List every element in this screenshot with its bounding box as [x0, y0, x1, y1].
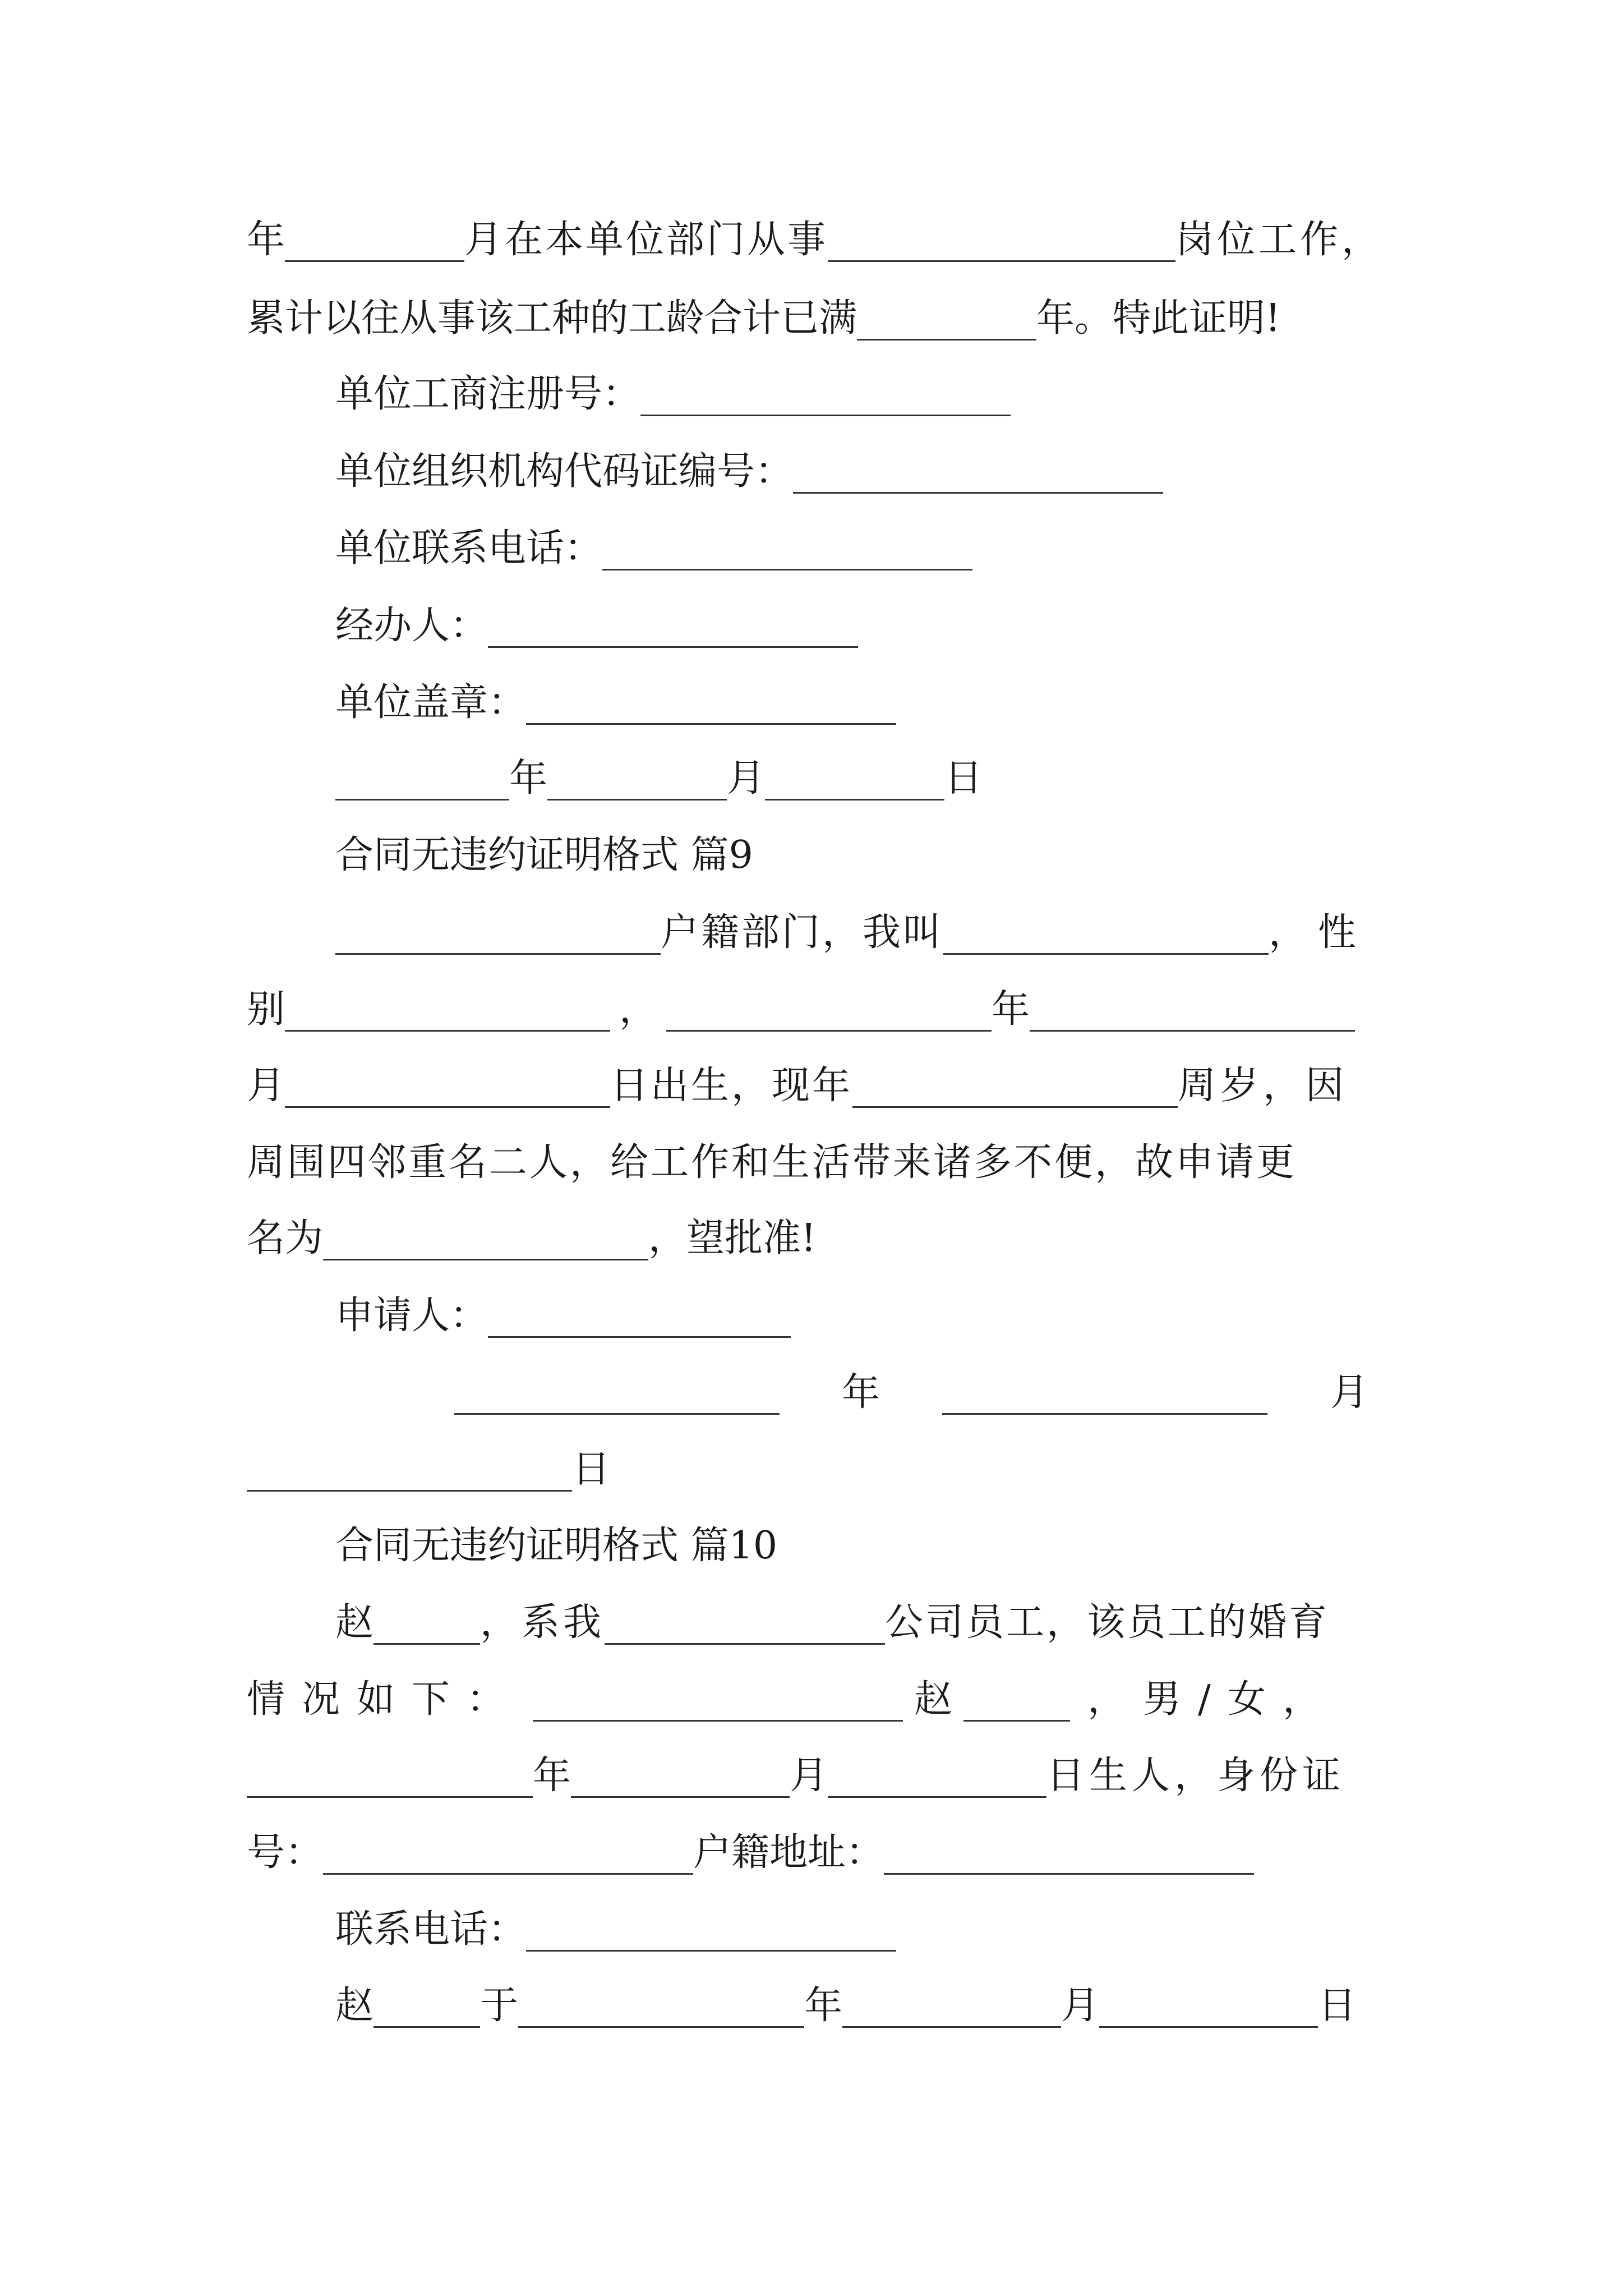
month-field[interactable]	[571, 1760, 790, 1798]
text: ，	[619, 987, 658, 1032]
text: 情况如下：	[247, 1677, 522, 1722]
text-line	[247, 1136, 1297, 1190]
text-line	[335, 1596, 1329, 1650]
section-title-text: 合同无违约证明格式 篇9	[335, 833, 753, 877]
year-field[interactable]	[666, 993, 992, 1032]
day-field[interactable]	[1099, 1990, 1318, 2028]
unit-phone-row	[335, 522, 972, 576]
name-field[interactable]	[943, 917, 1269, 955]
text-line	[247, 1826, 1254, 1880]
text: 赵	[914, 1677, 953, 1722]
section-title	[335, 1519, 777, 1573]
seal-field[interactable]	[526, 687, 896, 725]
text: 年	[841, 1370, 880, 1415]
text: 年	[992, 987, 1030, 1032]
age-field[interactable]	[852, 1070, 1178, 1108]
text-line	[247, 983, 1355, 1037]
month-field[interactable]	[842, 1990, 1061, 2028]
text: 日生人，身份证	[1046, 1754, 1345, 1798]
handler-row	[335, 599, 858, 653]
unit-phone-field[interactable]	[602, 532, 972, 570]
text: 年	[804, 1984, 843, 2028]
org-code-row	[335, 445, 1163, 499]
text: ，系我	[480, 1600, 605, 1645]
year-field[interactable]	[247, 1760, 533, 1798]
text: 岗位工作，	[1175, 218, 1384, 262]
text: 周岁，因	[1178, 1064, 1349, 1108]
text-line	[247, 1212, 816, 1266]
field-label: 单位工商注册号：	[335, 372, 641, 416]
field-label: 经办人：	[335, 604, 488, 648]
text-line	[247, 292, 1280, 346]
applicant-row	[335, 1289, 791, 1343]
day-field[interactable]	[765, 762, 944, 800]
id-number-field[interactable]	[323, 1837, 693, 1875]
text: 年。特此证明!	[1036, 296, 1281, 341]
field-label: 申请人：	[335, 1294, 488, 1338]
date-row	[454, 1366, 1368, 1420]
year-field[interactable]	[454, 1377, 780, 1415]
blank-field[interactable]	[857, 302, 1036, 341]
text: 日	[1318, 1984, 1357, 2028]
year-field[interactable]	[335, 762, 509, 800]
text: 月	[1330, 1370, 1368, 1415]
section-title	[335, 829, 753, 882]
blank-field[interactable]	[533, 1683, 903, 1722]
day-field[interactable]	[285, 1070, 610, 1108]
text: 月	[790, 1754, 828, 1798]
text: 周围四邻重名二人，给工作和生活带来诸多不便，故申请更	[247, 1140, 1297, 1185]
text: 年	[533, 1754, 571, 1798]
text: 日	[944, 756, 983, 800]
blank-field[interactable]	[285, 224, 464, 262]
text: 年	[509, 756, 548, 800]
text: 别	[247, 987, 285, 1032]
date-row	[335, 752, 983, 806]
text: ，	[1087, 1677, 1126, 1722]
text-line	[335, 906, 1367, 960]
text: 于	[480, 1984, 519, 2028]
text: 户籍地址：	[693, 1830, 884, 1875]
gender-field[interactable]	[285, 993, 610, 1032]
text: 日	[572, 1447, 611, 1492]
field-label: 单位联系电话：	[335, 526, 603, 570]
text: 公司员工，该员工的婚育	[885, 1600, 1330, 1645]
blank-field[interactable]	[963, 1683, 1070, 1722]
date-row	[247, 1443, 610, 1497]
blank-field[interactable]	[335, 917, 661, 955]
text-line	[335, 1979, 1356, 2033]
text: 月	[1061, 1984, 1100, 2028]
text: 月	[247, 1064, 285, 1108]
org-code-field[interactable]	[793, 455, 1163, 494]
registration-number-row	[335, 367, 1011, 421]
company-field[interactable]	[605, 1607, 885, 1645]
phone-row	[335, 1903, 896, 1957]
field-label: 单位盖章：	[335, 680, 527, 725]
seal-row	[335, 676, 896, 730]
new-name-field[interactable]	[323, 1222, 648, 1260]
year-field[interactable]	[518, 1990, 804, 2028]
month-field[interactable]	[942, 1377, 1267, 1415]
name-field[interactable]	[374, 1990, 480, 2028]
text: 赵	[335, 1600, 374, 1645]
section-title-text: 合同无违约证明格式 篇10	[335, 1524, 778, 1568]
field-label: 单位组织机构代码证编号：	[335, 449, 794, 494]
text-line	[247, 213, 1383, 267]
registration-number-field[interactable]	[640, 378, 1011, 416]
text: 男/女，	[1143, 1677, 1338, 1722]
text: 号：	[247, 1830, 324, 1875]
name-field[interactable]	[374, 1607, 480, 1645]
text-line	[247, 1059, 1348, 1113]
blank-field[interactable]	[828, 224, 1175, 262]
text: ，性	[1269, 910, 1368, 955]
text: 月在本单位部门从事	[464, 218, 828, 262]
month-field[interactable]	[547, 762, 727, 800]
text: 累计以往从事该工种的工龄合计已满	[247, 296, 857, 341]
text-line	[247, 1673, 1338, 1727]
text: ，望批准!	[648, 1216, 817, 1260]
text: 日出生，现年	[610, 1064, 853, 1108]
text: 户籍部门，我叫	[661, 910, 944, 955]
day-field[interactable]	[247, 1453, 572, 1492]
day-field[interactable]	[828, 1760, 1046, 1798]
text-line	[247, 1749, 1345, 1803]
text: 赵	[335, 1984, 374, 2028]
field-label: 联系电话：	[335, 1907, 527, 1952]
text: 月	[727, 756, 766, 800]
text: 年	[247, 218, 285, 262]
text: 名为	[247, 1216, 324, 1260]
address-field[interactable]	[884, 1837, 1254, 1875]
month-field[interactable]	[1030, 993, 1355, 1032]
phone-field[interactable]	[526, 1913, 896, 1952]
handler-field[interactable]	[488, 610, 858, 648]
applicant-field[interactable]	[488, 1300, 791, 1338]
